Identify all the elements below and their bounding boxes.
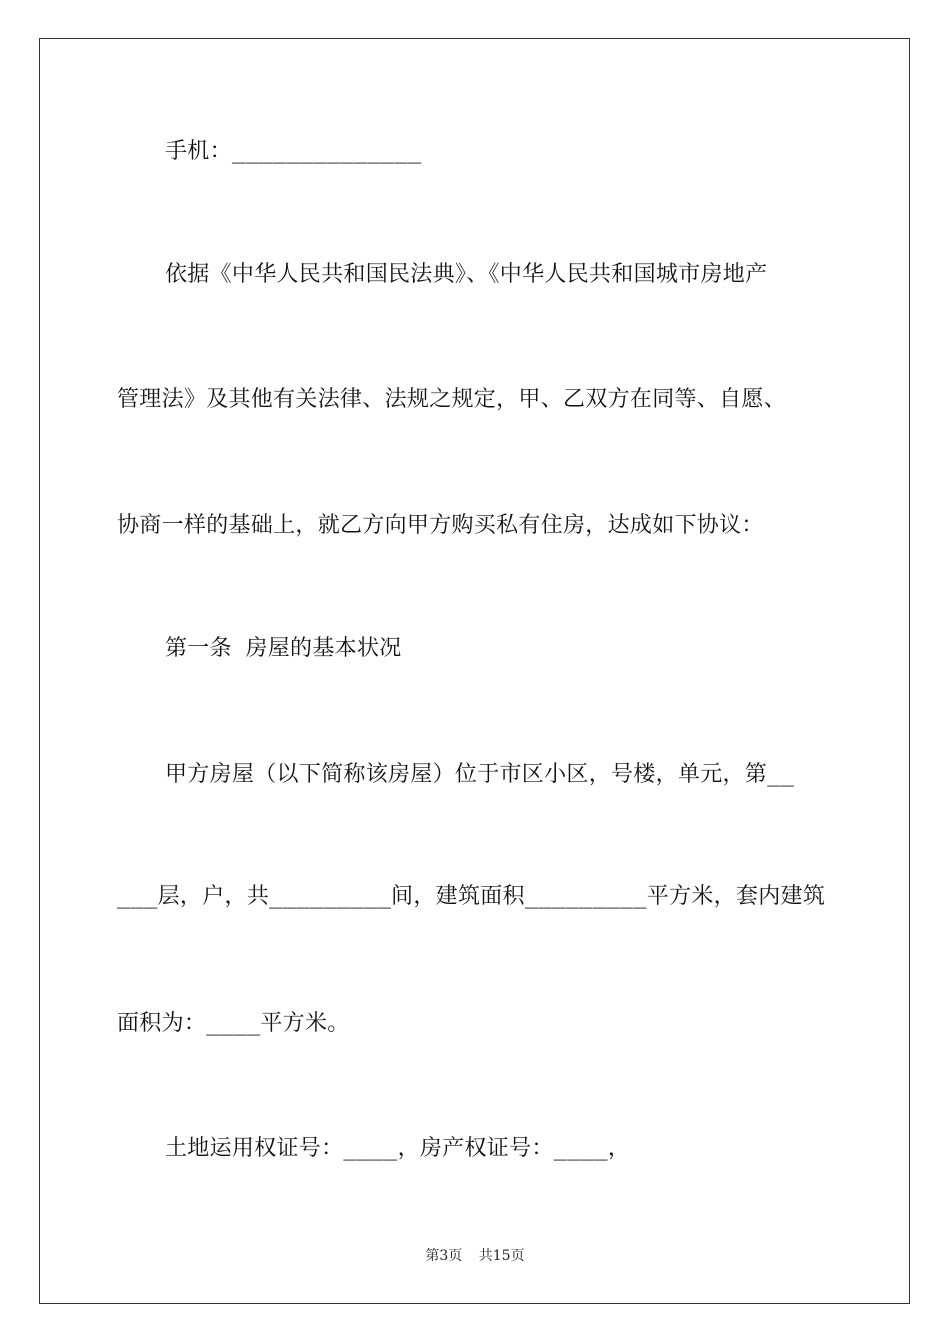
paragraph-line: 协商一样的基础上，就乙方向甲方购买私有住房，达成如下协议： bbox=[117, 513, 764, 538]
section-heading: 第一条 房屋的基本状况 bbox=[165, 636, 402, 661]
paragraph-line: 依据《中华人民共和国民法典》、《中华人民共和国城市房地产 bbox=[165, 262, 768, 287]
paragraph-line: 甲方房屋（以下简称该房屋）位于市区小区，号楼，单元，第__ bbox=[165, 762, 795, 787]
page-footer bbox=[0, 1246, 950, 1266]
paragraph-line: ___层，户，共_________间，建筑面积_________平方米，套内建筑 bbox=[117, 884, 826, 909]
paragraph-line: 面积为：____平方米。 bbox=[117, 1011, 350, 1036]
mobile-field-line: 手机：______________ bbox=[165, 139, 422, 164]
page-total: 共15页 bbox=[478, 1248, 525, 1264]
paragraph-line: 管理法》及其他有关法律、法规之规定，甲、乙双方在同等、自愿、 bbox=[117, 387, 787, 412]
page-number: 第3页 bbox=[425, 1248, 463, 1264]
paragraph-line: 土地运用权证号：____，房产权证号：____， bbox=[165, 1136, 631, 1161]
page-border bbox=[39, 38, 910, 1304]
